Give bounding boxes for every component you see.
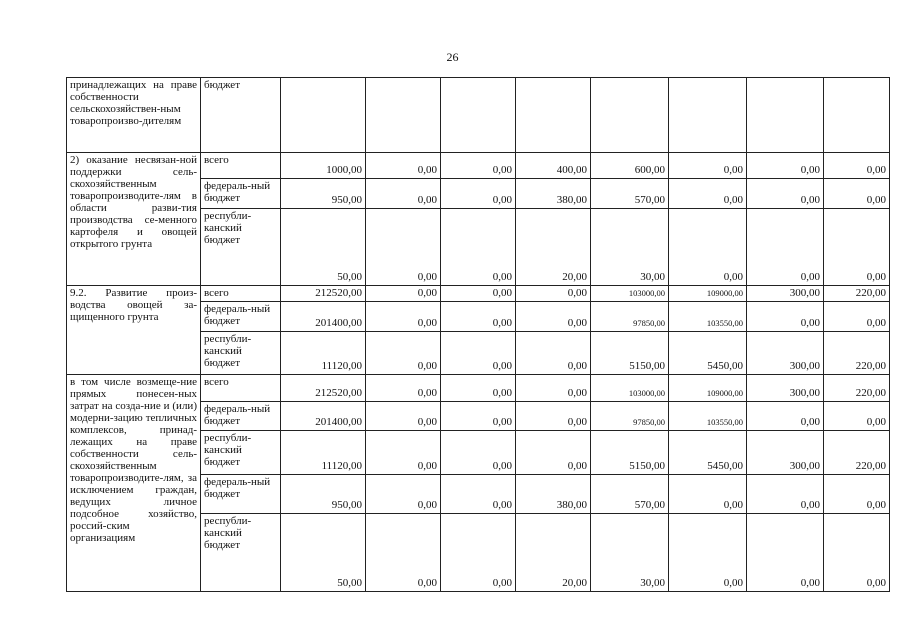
- funding-source: республи-канский бюджет: [201, 514, 281, 592]
- value-cell: [591, 402, 669, 431]
- value-cell: 0,00: [366, 375, 441, 402]
- value-cell: 0,00: [441, 431, 516, 475]
- value-cell: 380,00: [516, 475, 591, 514]
- value-cell: [669, 286, 747, 302]
- value-cell: 0,00: [747, 153, 824, 179]
- value-small-text: 103550,00: [706, 318, 743, 328]
- row-description: 2) оказание несвязан-ной поддержки сель-скохозяйственным товаропроизводите-лям в области разви-тия производства се-менного картофеля и овощей открытого грунта: [67, 153, 201, 286]
- value-cell: 0,00: [747, 302, 824, 332]
- value-cell: [591, 286, 669, 302]
- value-cell: 0,00: [366, 209, 441, 286]
- value-cell: 0,00: [366, 302, 441, 332]
- value-cell: 0,00: [441, 375, 516, 402]
- value-cell: 212520,00: [281, 375, 366, 402]
- value-cell: 0,00: [366, 332, 441, 375]
- value-cell: 0,00: [441, 332, 516, 375]
- page-number: 26: [446, 50, 459, 64]
- value-cell: 0,00: [516, 402, 591, 431]
- funding-source: всего: [201, 286, 281, 302]
- value-cell: [669, 78, 747, 153]
- value-cell: [669, 402, 747, 431]
- value-cell: 0,00: [516, 431, 591, 475]
- value-cell: [516, 78, 591, 153]
- value-cell: 0,00: [441, 209, 516, 286]
- value-cell: 300,00: [747, 286, 824, 302]
- table-row: [67, 375, 890, 402]
- value-cell: [747, 78, 824, 153]
- value-cell: 300,00: [747, 375, 824, 402]
- value-cell: [591, 375, 669, 402]
- funding-source: федераль-ный бюджет: [201, 179, 281, 209]
- value-cell: [669, 375, 747, 402]
- value-cell: [824, 78, 890, 153]
- value-cell: 11120,00: [281, 332, 366, 375]
- value-cell: 0,00: [366, 514, 441, 592]
- value-cell: 0,00: [516, 286, 591, 302]
- value-cell: 0,00: [441, 402, 516, 431]
- value-cell: [591, 78, 669, 153]
- value-cell: 0,00: [747, 402, 824, 431]
- value-cell: 0,00: [747, 209, 824, 286]
- value-cell: 950,00: [281, 475, 366, 514]
- value-cell: 30,00: [591, 514, 669, 592]
- value-cell: 5450,00: [669, 431, 747, 475]
- value-cell: 570,00: [591, 475, 669, 514]
- value-cell: 220,00: [824, 332, 890, 375]
- table-row: [67, 153, 890, 179]
- funding-source: федераль-ный бюджет: [201, 302, 281, 332]
- value-cell: 201400,00: [281, 302, 366, 332]
- value-cell: 5150,00: [591, 332, 669, 375]
- value-cell: 220,00: [824, 431, 890, 475]
- value-cell: 0,00: [441, 179, 516, 209]
- value-cell: 0,00: [366, 286, 441, 302]
- value-small-text: 109000,00: [706, 288, 743, 298]
- value-cell: 0,00: [669, 209, 747, 286]
- funding-source: федераль-ный бюджет: [201, 402, 281, 431]
- value-cell: 0,00: [441, 302, 516, 332]
- value-cell: 201400,00: [281, 402, 366, 431]
- table-row: [67, 78, 890, 153]
- row-description: принадлежащих на праве собственности сельскохозяйствен-ным товаропроизво-дителям: [67, 78, 201, 153]
- value-cell: 0,00: [669, 153, 747, 179]
- value-cell: 5150,00: [591, 431, 669, 475]
- value-cell: [441, 78, 516, 153]
- value-cell: 220,00: [824, 286, 890, 302]
- value-cell: 0,00: [441, 286, 516, 302]
- value-cell: 570,00: [591, 179, 669, 209]
- value-cell: 0,00: [824, 402, 890, 431]
- value-cell: 300,00: [747, 332, 824, 375]
- value-small-text: 103000,00: [628, 388, 665, 398]
- value-cell: 50,00: [281, 209, 366, 286]
- value-cell: 0,00: [669, 514, 747, 592]
- value-cell: 0,00: [441, 514, 516, 592]
- value-cell: 0,00: [824, 302, 890, 332]
- row-description: в том числе возмеще-ние прямых понесен-ных затрат на созда-ние и (или) модерни-зацию тепличных комплексов, принад-лежащих на праве собственности сель-скохозяйственным товаропроизводите-лям, за исключением граждан, ведущих личное подсобное хозяйство, россий-ским организациям: [67, 375, 201, 592]
- value-cell: 212520,00: [281, 286, 366, 302]
- value-cell: [591, 302, 669, 332]
- value-cell: 0,00: [366, 431, 441, 475]
- value-small-text: 103550,00: [706, 417, 743, 427]
- value-cell: 50,00: [281, 514, 366, 592]
- value-cell: 0,00: [441, 475, 516, 514]
- value-cell: 0,00: [824, 514, 890, 592]
- value-small-text: 109000,00: [706, 388, 743, 398]
- value-cell: 20,00: [516, 209, 591, 286]
- value-cell: 300,00: [747, 431, 824, 475]
- value-cell: 0,00: [747, 179, 824, 209]
- row-description: 9.2. Развитие произ-водства овощей за-щищенного грунта: [67, 286, 201, 375]
- value-cell: 0,00: [669, 179, 747, 209]
- funding-source: федераль-ный бюджет: [201, 475, 281, 514]
- value-cell: 0,00: [516, 375, 591, 402]
- value-cell: 0,00: [669, 475, 747, 514]
- funding-source: республи-канский бюджет: [201, 332, 281, 375]
- funding-source: всего: [201, 375, 281, 402]
- value-cell: 1000,00: [281, 153, 366, 179]
- value-cell: [669, 302, 747, 332]
- value-cell: 600,00: [591, 153, 669, 179]
- value-cell: 0,00: [366, 153, 441, 179]
- value-cell: 0,00: [747, 514, 824, 592]
- value-cell: 0,00: [824, 179, 890, 209]
- table-row: [67, 286, 890, 302]
- value-small-text: 103000,00: [628, 288, 665, 298]
- value-cell: 0,00: [516, 302, 591, 332]
- value-cell: 220,00: [824, 375, 890, 402]
- budget-table: [66, 77, 890, 592]
- value-cell: 0,00: [366, 402, 441, 431]
- value-cell: 30,00: [591, 209, 669, 286]
- value-cell: 400,00: [516, 153, 591, 179]
- value-cell: [366, 78, 441, 153]
- value-cell: 380,00: [516, 179, 591, 209]
- value-small-text: 97850,00: [633, 318, 665, 328]
- funding-source: республи-канский бюджет: [201, 431, 281, 475]
- value-cell: 0,00: [366, 475, 441, 514]
- value-cell: 20,00: [516, 514, 591, 592]
- funding-source: республи-канский бюджет: [201, 209, 281, 286]
- value-small-text: 97850,00: [633, 417, 665, 427]
- value-cell: 5450,00: [669, 332, 747, 375]
- value-cell: 0,00: [366, 179, 441, 209]
- value-cell: 0,00: [747, 475, 824, 514]
- value-cell: 0,00: [516, 332, 591, 375]
- value-cell: 0,00: [441, 153, 516, 179]
- value-cell: 0,00: [824, 153, 890, 179]
- funding-source: бюджет: [201, 78, 281, 153]
- value-cell: 950,00: [281, 179, 366, 209]
- value-cell: [281, 78, 366, 153]
- value-cell: 11120,00: [281, 431, 366, 475]
- value-cell: 0,00: [824, 475, 890, 514]
- funding-source: всего: [201, 153, 281, 179]
- value-cell: 0,00: [824, 209, 890, 286]
